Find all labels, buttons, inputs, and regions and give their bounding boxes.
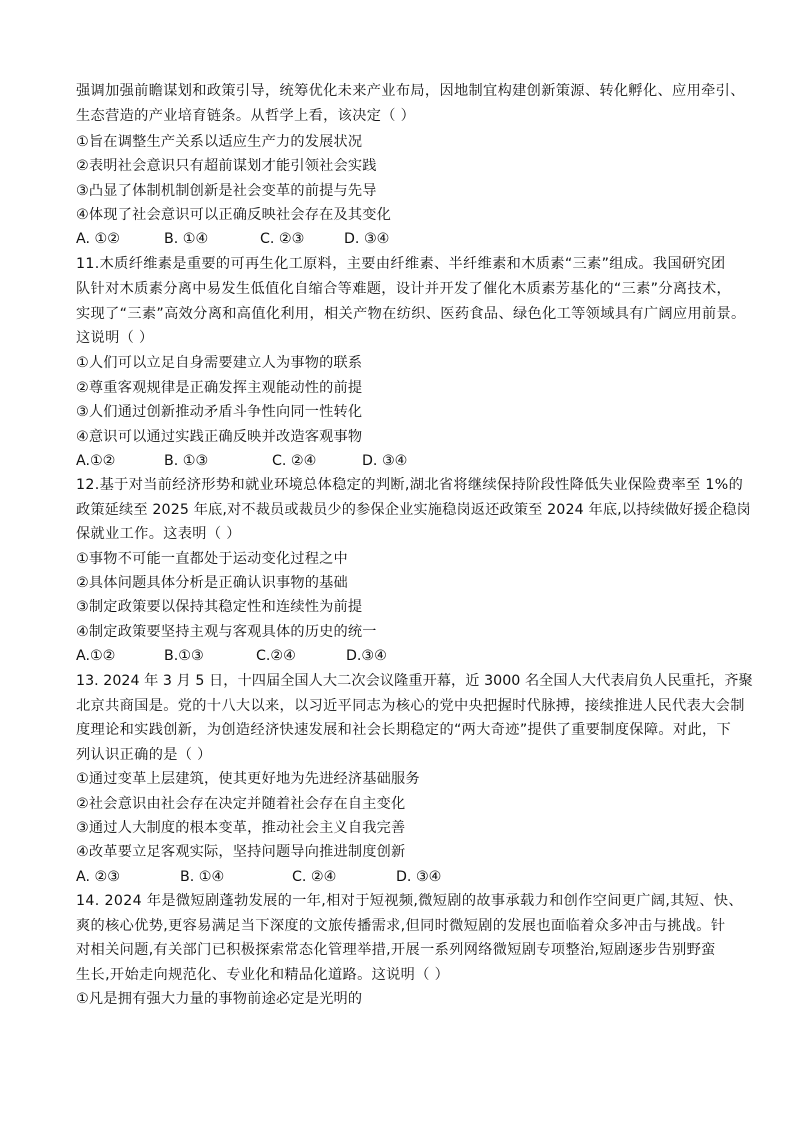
q12-answer-c: C.②④ <box>256 648 296 664</box>
q12-stem-line-2: 政策延续至 2025 年底,对不裁员或裁员少的参保企业实施稳岗返还政策至 2024 年底,以持续做好援企稳岗 <box>76 502 751 518</box>
q12-option-1: ①事物不可能一直都处于运动变化过程之中 <box>76 551 348 567</box>
q10-answer-a: A. ①② <box>76 231 120 247</box>
q10-answer-d: D. ③④ <box>344 231 390 247</box>
q10-option-1: ①旨在调整生产关系以适应生产力的发展状况 <box>76 134 363 150</box>
q13-answer-b: B. ①④ <box>180 869 225 885</box>
q14-stem-line-4: 生长,开始走向规范化、专业化和精品化道路。这说明（ ） <box>76 967 450 983</box>
q12-stem-line-3: 保就业工作。这表明（ ） <box>76 526 241 542</box>
q11-answer-c: C. ②④ <box>272 453 317 469</box>
q13-stem-line-4: 列认识正确的是（ ） <box>76 747 212 763</box>
q12-answer-b: B.①③ <box>164 648 204 664</box>
q13-stem-line-3: 度理论和实践创新，为创造经济快速发展和社会长期稳定的“两大奇迹”提供了重要制度保障。对此，下 <box>76 722 732 738</box>
q10-option-3: ③凸显了体制机制创新是社会变革的前提与先导 <box>76 183 377 199</box>
q12-option-3: ③制定政策要以保持其稳定性和连续性为前提 <box>76 599 363 615</box>
q10-option-4: ④体现了社会意识可以正确反映社会存在及其变化 <box>76 207 392 223</box>
q10-answer-c: C. ②③ <box>260 231 305 247</box>
q11-stem-line-4: 这说明（ ） <box>76 330 154 346</box>
q12-stem-line-1: 12.基于对当前经济形势和就业环境总体稳定的判断,湖北省将继续保持阶段性降低失业保险费率至 1%的 <box>76 477 744 493</box>
q13-stem-line-2: 北京共商国是。党的十八大以来，以习近平同志为核心的党中央把握时代脉搏，接续推进人民代表大会制 <box>76 698 745 714</box>
q12-option-2: ②具体问题具体分析是正确认识事物的基础 <box>76 575 348 591</box>
q10-option-2: ②表明社会意识只有超前谋划才能引领社会实践 <box>76 158 377 174</box>
q14-stem-line-1: 14. 2024 年是微短剧蓬勃发展的一年,相对于短视频,微短剧的故事承载力和创作空间更广阔,其短、快、 <box>76 893 743 909</box>
q12-answer-a: A.①② <box>76 648 116 664</box>
q11-option-2: ②尊重客观规律是正确发挥主观能动性的前提 <box>76 380 363 396</box>
q13-option-4: ④改革要立足客观实际，坚持问题导向推进制度创新 <box>76 844 406 860</box>
q11-answer-b: B. ①③ <box>164 453 209 469</box>
q14-option-1: ①凡是拥有强大力量的事物前途必定是光明的 <box>76 991 363 1007</box>
q13-option-2: ②社会意识由社会存在决定并随着社会存在自主变化 <box>76 796 406 812</box>
q13-answer-a: A. ②③ <box>76 869 120 885</box>
q10-stem-line-2: 生态营造的产业培育链条。从哲学上看，该决定（ ） <box>76 108 416 124</box>
q13-answer-c: C. ②④ <box>292 869 337 885</box>
q11-option-3: ③人们通过创新推动矛盾斗争性向同一性转化 <box>76 404 363 420</box>
q11-option-4: ④意识可以通过实践正确反映并改造客观事物 <box>76 429 363 445</box>
q11-stem-line-3: 实现了“三素”高效分离和高值化利用，相关产物在纺织、医药食品、绿色化工等领域具有广阔应用前景。 <box>76 306 746 322</box>
q11-stem-line-2: 队针对木质素分离中易发生低值化自缩合等难题，设计并开发了催化木质素芳基化的“三素”分离技术， <box>76 281 732 297</box>
q13-option-3: ③通过人大制度的根本变革，推动社会主义自我完善 <box>76 820 406 836</box>
q12-answer-d: D.③④ <box>346 648 387 664</box>
q11-answer-d: D. ③④ <box>362 453 408 469</box>
q11-answer-a: A.①② <box>76 453 116 469</box>
q10-answer-b: B. ①④ <box>164 231 209 247</box>
q12-option-4: ④制定政策要坚持主观与客观具体的历史的统一 <box>76 624 377 640</box>
q13-stem-line-1: 13. 2024 年 3 月 5 日，十四届全国人大二次会议隆重开幕，近 3000 名全国人大代表肩负人民重托，齐聚 <box>76 673 753 689</box>
q11-stem-line-1: 11.木质纤维素是重要的可再生化工原料，主要由纤维素、半纤维素和木质素“三素”组成。我国研究团 <box>76 256 726 272</box>
q14-stem-line-3: 对相关问题,有关部门已积极探索常态化管理举措,开展一系列网络微短剧专项整治,短剧逐步告别野蛮 <box>76 942 716 958</box>
q14-stem-line-2: 爽的核心优势,更容易满足当下深度的文旅传播需求,但同时微短剧的发展也面临着众多冲击与挑战。针 <box>76 918 726 934</box>
q13-option-1: ①通过变革上层建筑，使其更好地为先进经济基础服务 <box>76 771 420 787</box>
q13-answer-d: D. ③④ <box>396 869 442 885</box>
q11-option-1: ①人们可以立足自身需要建立人为事物的联系 <box>76 355 363 371</box>
q10-stem-line-1: 强调加强前瞻谋划和政策引导，统筹优化未来产业布局，因地制宜构建创新策源、转化孵化、应用牵引、 <box>76 83 745 99</box>
